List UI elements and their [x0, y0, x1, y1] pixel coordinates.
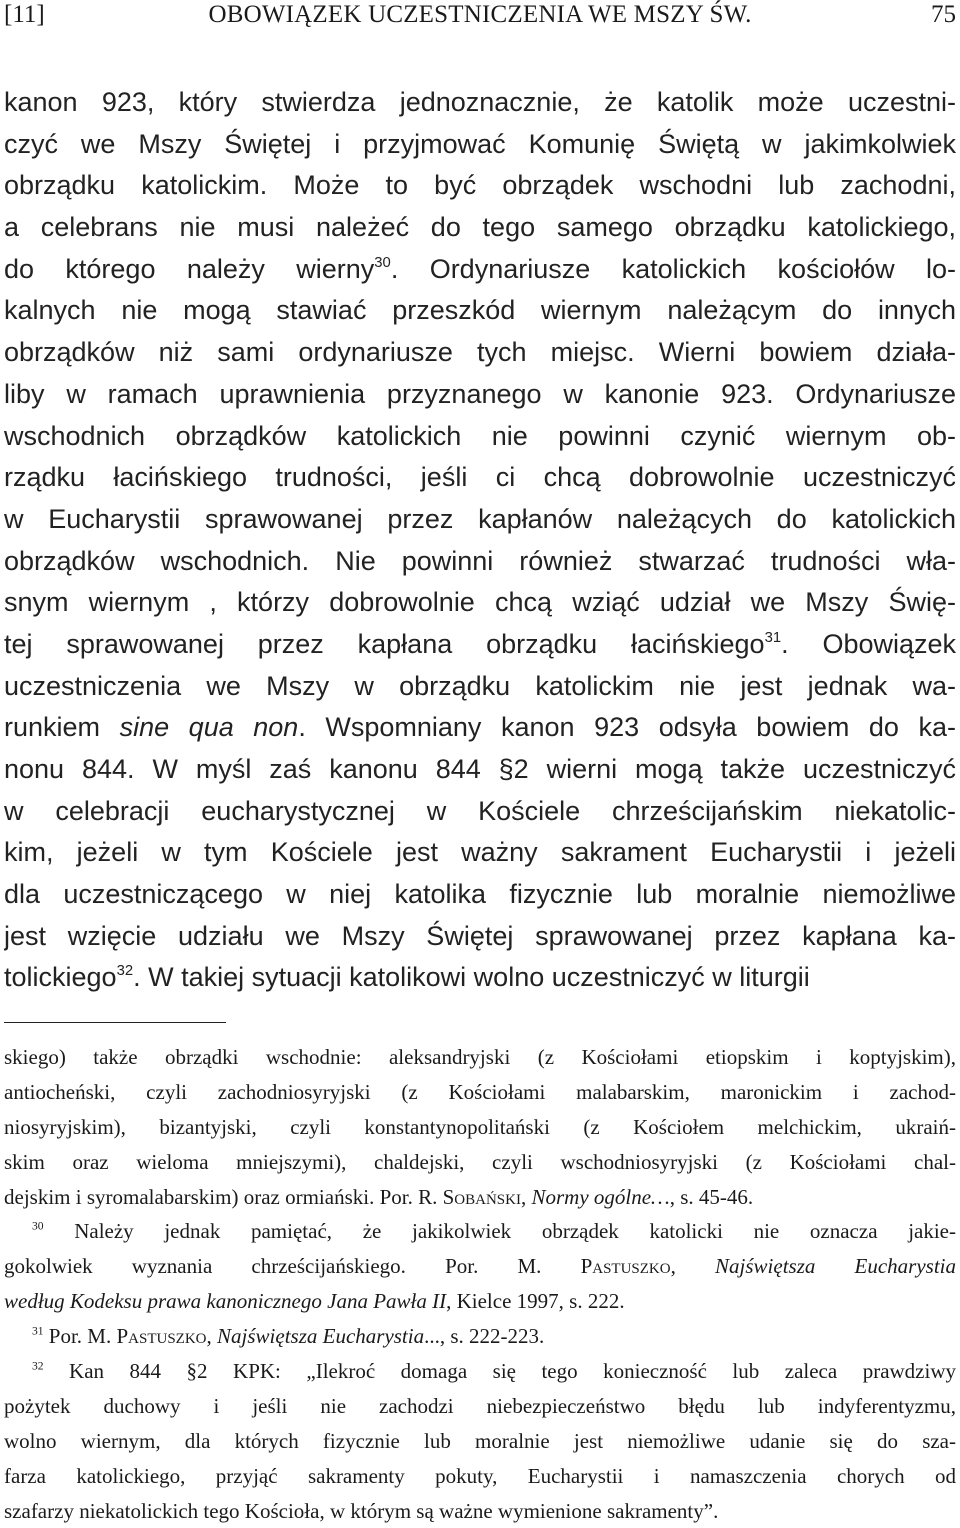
- text-line: w celebracji eucharystycznej w Kościele chrześcijańskim niekatolic-: [4, 795, 956, 826]
- text-line: obrządków niż sami ordynariusze tych miejsc. Wierni bowiem działa-: [4, 337, 956, 368]
- footnote-number: 30: [32, 1220, 44, 1233]
- text-line: runkiem sine qua non. Wspomniany kanon 923 odsyła bowiem do ka-: [4, 712, 956, 743]
- running-header: [0, 0, 960, 34]
- text-line: dla uczestniczącego w niej katolika fizycznie lub moralnie niemożliwe: [4, 879, 956, 910]
- text-line: tolickiego$^{32}$. W takiej sytuacji katolikowi wolno uczestniczyć w liturgii: [4, 962, 810, 993]
- footnote-line: niosyryjskim), bizantyjski, czyli konstantynopolitański (z Kościołem melchickim, ukraiń-: [4, 1114, 956, 1139]
- text-line: obrządków wschodnich. Nie powinni również stwarzać trudności wła-: [4, 545, 956, 576]
- text-line: kalnych nie mogą stawiać przeszkód wiernym należącym do innych: [4, 295, 956, 326]
- text-line: tej sprawowanej przez kapłana obrządku łacińskiego$^{31}$. Obowiązek: [4, 628, 956, 659]
- main-text: [4, 82, 956, 999]
- text-line: snym wiernym , którzy dobrowolnie chcą wziąć udział we Mszy Świę-: [4, 587, 956, 618]
- text-line: czyć we Mszy Świętej i przyjmować Komunię Świętą w jakimkolwiek: [4, 128, 956, 159]
- work-title: Najświętsza Eucharystia: [715, 1254, 956, 1279]
- footnote-31: $^{31}$ Por. M. Pastuszko, Najświętsza Eucharystia..., s. 222-223.: [32, 1324, 545, 1349]
- running-title: OBOWIĄZEK UCZESTNICZENIA WE MSZY ŚW.: [208, 1, 752, 28]
- footnote-line: szafarzy niekatolickich tego Kościoła, w którym są ważne wymienione sakramenty”.: [4, 1498, 719, 1523]
- footnote-number: 32: [32, 1360, 44, 1373]
- footnote-line: skiego) także obrządki wschodnie: aleksandryjski (z Kościołami etiopskim i koptyjskim),: [4, 1045, 956, 1069]
- text-line: w Eucharystii sprawowanej przez kapłanów należących do katolickich: [4, 503, 956, 534]
- text-line: liby w ramach uprawnienia przyznanego w kanonie 923. Ordynariusze: [4, 378, 956, 409]
- footnote-line: pożytek duchowy i jeśli nie zachodzi niebezpieczeństwo błędu lub indyferentyzmu,: [4, 1393, 956, 1418]
- text-line: jest wzięcie udziału we Mszy Świętej sprawowanej przez kapłana ka-: [4, 920, 956, 951]
- footnote-30: $^{30}$ Należy jednak pamiętać, że jakikolwiek obrządek katolicki nie oznacza jakie-: [32, 1219, 956, 1244]
- text-line: do którego należy wierny$^{30}$. Ordynariusze katolickich kościołów lo-: [4, 253, 956, 284]
- footnote-line: wolno wiernym, dla których fizycznie lub moralnie jest niemożliwe udanie się do sza-: [4, 1428, 956, 1453]
- work-title: Najświętsza Eucharystia: [217, 1324, 425, 1349]
- page-number: 75: [931, 1, 956, 28]
- text-line: kanon 923, który stwierdza jednoznacznie, że katolik może uczestni-: [4, 87, 956, 117]
- footnote-line: skim oraz wieloma mniejszymi), chaldejski, czyli wschodniosyryjski (z Kościołami chal-: [4, 1149, 956, 1174]
- footnote-line: według Kodeksu prawa kanonicznego Jana Pawła II, Kielce 1997, s. 222.: [4, 1289, 625, 1314]
- footnotes: [4, 1040, 956, 1528]
- footnote-line: dejskim i syromalabarskim) oraz ormiański. Por. R. Sobański, Normy ogólne…, s. 45-46.: [4, 1184, 754, 1209]
- text-line: kim, jeżeli w tym Kościele jest ważny sakrament Eucharystii i jeżeli: [4, 837, 956, 868]
- text-line: nonu 844. W myśl zaś kanonu 844 §2 wierni mogą także uczestniczyć: [4, 754, 956, 784]
- work-title: według Kodeksu prawa kanonicznego Jana Pawła II: [4, 1289, 447, 1314]
- footnote-line: farza katolickiego, przyjąć sakramenty pokuty, Eucharystii i namaszczenia chorych od: [4, 1463, 956, 1488]
- text-line: uczestniczenia we Mszy w obrządku katolickim nie jest jednak wa-: [4, 670, 956, 701]
- footnote-ref-31[interactable]: 31: [764, 629, 782, 646]
- text-line: obrządku katolickim. Może to być obrządek wschodni lub zachodni,: [4, 170, 956, 201]
- footnote-line: gokolwiek wyznania chrześcijańskiego. Por. M. Pastuszko, Najświętsza Eucharystia: [4, 1254, 956, 1279]
- footnote-number: 31: [32, 1325, 44, 1338]
- footnote-line: antiocheński, czyli zachodniosyryjski (z Kościołami malabarskim, maronickim i zachod-: [4, 1079, 956, 1104]
- footnote-separator: [4, 1022, 226, 1023]
- chapter-number: [11]: [4, 1, 45, 28]
- text-line: a celebrans nie musi należeć do tego samego obrządku katolickiego,: [4, 212, 956, 243]
- text-line: wschodnich obrządków katolickich nie powinni czynić wiernym ob-: [4, 420, 956, 451]
- footnote-32: $^{32}$ Kan 844 §2 KPK: „Ilekroć domaga się tego konieczność lub zaleca prawdziwy: [32, 1359, 956, 1384]
- footnote-ref-30[interactable]: 30: [374, 254, 391, 271]
- text-line: rządku łacińskiego trudności, jeśli ci chcą dobrowolnie uczestniczyć: [4, 462, 956, 493]
- work-title: Normy ogólne…: [531, 1184, 670, 1209]
- latin-phrase: sine qua non: [119, 712, 299, 743]
- footnote-ref-32[interactable]: 32: [116, 963, 134, 980]
- author-name: Pastuszko: [116, 1324, 207, 1349]
- author-name: Sobański: [442, 1184, 521, 1209]
- author-name: Pastuszko: [580, 1254, 671, 1279]
